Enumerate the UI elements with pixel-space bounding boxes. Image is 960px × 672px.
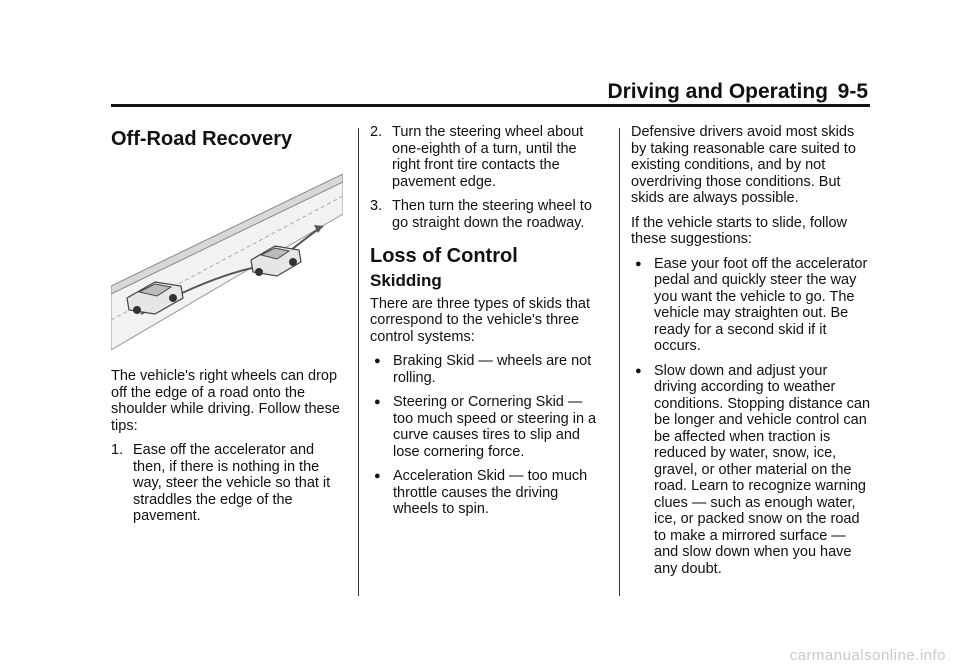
heading-loss-of-control: Loss of Control xyxy=(370,245,518,267)
step-number: 1. xyxy=(111,442,124,458)
step-3 xyxy=(370,198,606,231)
intro-paragraph: The vehicle's right wheels can drop off the edge of a road onto the shoulder while driving. Follow these tips: xyxy=(111,368,340,434)
step-text: Then turn the steering wheel to go straight down the roadway. xyxy=(392,198,592,231)
bullet-steering-skid xyxy=(370,394,606,460)
bullet-text: Steering or Cornering Skid — too much speed or steering in a curve causes tires to slip and lose cornering force. xyxy=(393,394,597,460)
bullet-text: Acceleration Skid — too much throttle causes the driving wheels to spin. xyxy=(393,468,588,517)
bullet-icon: ● xyxy=(374,470,381,482)
off-road-recovery-icon xyxy=(111,174,343,350)
column-1 xyxy=(111,120,347,533)
column-2 xyxy=(370,124,606,526)
bullet-text: Slow down and adjust your driving according to weather conditions. Stopping distance can be longer and vehicle control can be affected when traction is reduced by water, snow, ice, gravel, or other material on the road. Learn to recognize warning clues — such as enough water, ice, or packed snow on the road to make a mirrored surface — and slow down when you have any doubt. xyxy=(654,362,871,577)
defensive-drivers-paragraph: Defensive drivers avoid most skids by taking reasonable care suited to existing conditions, and by not overdriving those conditions. But skids are always possible. xyxy=(631,124,856,206)
column-divider-1 xyxy=(358,128,359,596)
bullet-icon: ● xyxy=(374,396,381,408)
bullet-acceleration-skid xyxy=(370,468,606,518)
skids-intro: There are three types of skids that correspond to the vehicle's three control systems: xyxy=(370,295,591,345)
step-number: 3. xyxy=(370,198,383,214)
bullet-slow-down xyxy=(631,363,871,578)
step-text: Turn the steering wheel about one-eighth of a turn, until the right front tire contacts the pavement edge. xyxy=(392,124,584,190)
header-rule xyxy=(111,104,870,107)
heading-off-road-recovery: Off-Road Recovery xyxy=(111,128,293,150)
page-number: 9-5 xyxy=(837,80,868,103)
bullet-text: Ease your foot off the accelerator pedal and quickly steer the way you want the vehicle to go. The vehicle may straighten out. Be ready for a second skid if it occurs. xyxy=(654,255,868,354)
bullet-text: Braking Skid — wheels are not rolling. xyxy=(393,353,592,386)
step-text: Ease off the accelerator and then, if there is nothing in the way, steer the vehicle so that it straddles the edge of the pavement. xyxy=(133,442,331,524)
off-road-recovery-illustration xyxy=(111,174,343,350)
bullet-icon: ● xyxy=(635,257,642,270)
step-2 xyxy=(370,124,606,190)
subheading-skidding: Skidding xyxy=(370,271,442,290)
bullet-icon: ● xyxy=(635,364,642,377)
column-3 xyxy=(631,124,871,585)
bullet-braking-skid xyxy=(370,353,606,386)
step-1 xyxy=(111,442,347,525)
bullet-ease-foot xyxy=(631,256,871,355)
column-divider-2 xyxy=(619,128,620,596)
step-number: 2. xyxy=(370,124,383,140)
bullet-icon: ● xyxy=(374,355,381,367)
slide-suggestions-paragraph: If the vehicle starts to slide, follow these suggestions: xyxy=(631,214,847,247)
section-title: Driving and Operating xyxy=(607,80,828,103)
watermark: carmanualsonline.info xyxy=(789,647,946,664)
